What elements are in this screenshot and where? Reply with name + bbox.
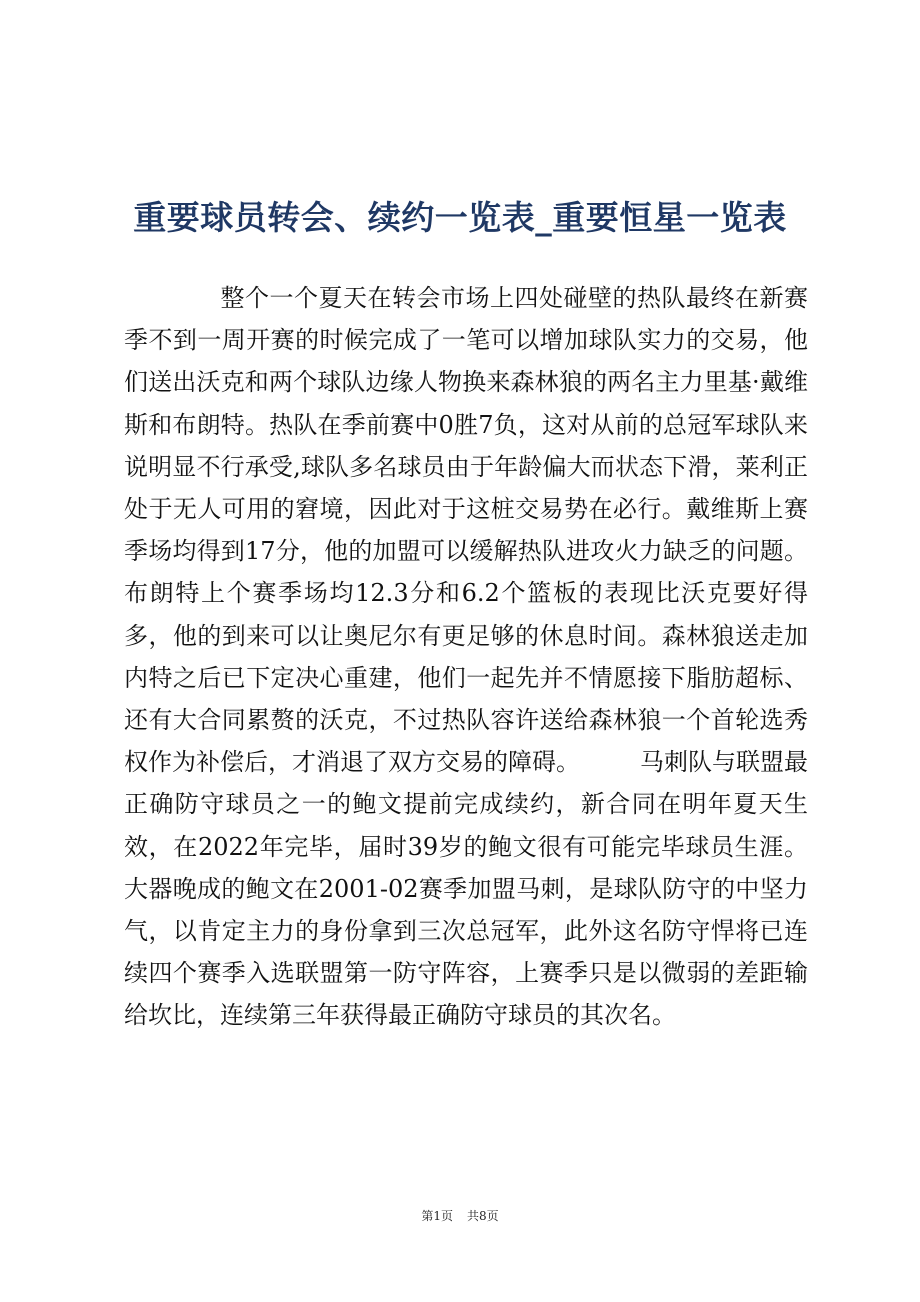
paragraph-1: 整个一个夏天在转会市场上四处碰壁的热队最终在新赛季不到一周开赛的时候完成了一笔可以增加球队实力的交易，他们送出沃克和两个球队边缘人物换来森林狼的两名主力里基·戴维斯和布朗特。热队在季前赛中0胜7负，这对从前的总冠军球队来说明显不行承受,球队多名球员由于年龄偏大而状态下滑，莱利正处于无人可用的窘境，因此对于这桩交易势在必行。戴维斯上赛季场均得到17分，他的加盟可以缓解热队进攻火力缺乏的问题。布朗特上个赛季场均12.3分和6.2个篮板的表现比沃克要好得多，他的到来可以让奥尼尔有更足够的休息时间。森林狼送走加内特之后已下定决心重建，他们一起先并不情愿接下脂肪超标、还有大合同累赘的沃克，不过热队容许送给森林狼一个首轮选秀权作为补偿后，才消退了双方交易的障碍。 [124,284,808,777]
document-title: 重要球员转会、续约一览表_重要恒星一览表 [133,198,787,237]
page-number-total: 共8页 [467,1209,499,1223]
document-body [124,277,808,1037]
paragraph-2: 马刺队与联盟最正确防守球员之一的鲍文提前完成续约，新合同在明年夏天生效，在2022年完毕，届时39岁的鲍文很有可能完毕球员生涯。大器晚成的鲍文在2001-02赛季加盟马刺，是球队防守的中坚力气，以肯定主力的身份拿到三次总冠军，此外这名防守悍将已连续四个赛季入选联盟第一防守阵容，上赛季只是以微弱的差距输给坎比，连续第三年获得最正确防守球员的其次名。 [124,748,808,1030]
page-number-current: 第1页 [421,1209,453,1223]
page-footer [0,1206,920,1226]
